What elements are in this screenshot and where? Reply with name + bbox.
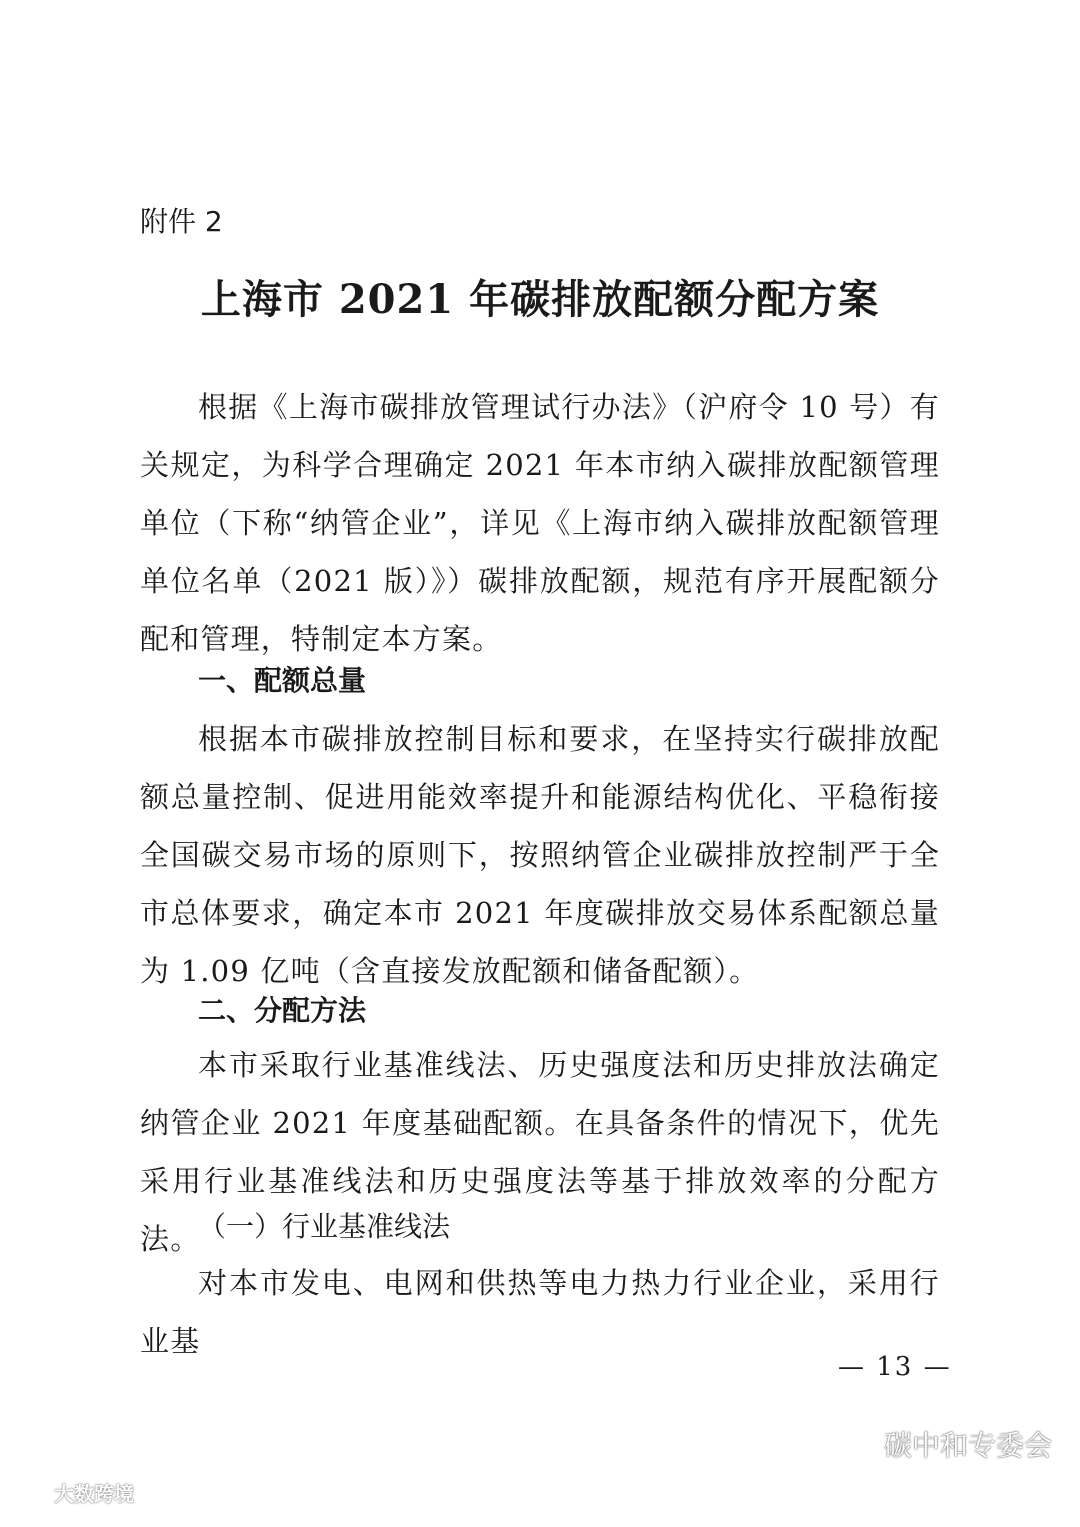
camera-icon bbox=[8, 1480, 48, 1506]
section-2-heading: 二、分配方法 bbox=[198, 994, 367, 1027]
account-watermark bbox=[838, 1424, 1052, 1464]
intro-paragraph: 根据《上海市碳排放管理试行办法》（沪府令 10 号）有关规定，为科学合理确定 2021 年本市纳入碳排放配额管理单位（下称“纳管企业”，详见《上海市纳入碳排放配额管理单位名单（2021 版）》）碳排放配额，规范有序开展配额分配和管理，特制定本方案。 bbox=[140, 390, 940, 656]
attachment-label: 附件 2 bbox=[140, 205, 223, 238]
source-watermark-text: 大数跨境 bbox=[54, 1482, 134, 1506]
wechat-icon bbox=[838, 1428, 876, 1460]
source-watermark bbox=[8, 1478, 134, 1507]
document-title: 上海市 2021 年碳排放配额分配方案 bbox=[200, 276, 880, 323]
subsection-heading: （一）行业基准线法 bbox=[198, 1210, 451, 1243]
account-watermark-text: 碳中和专委会 bbox=[884, 1429, 1053, 1462]
section-1-heading: 一、配额总量 bbox=[198, 664, 367, 697]
section-2-paragraph: 本市采取行业基准线法、历史强度法和历史排放法确定纳管企业 2021 年度基础配额。在具备条件的情况下，优先采用行业基准线法和历史强度法等基于排放效率的分配方法。 bbox=[140, 1048, 940, 1256]
section-1-paragraph: 根据本市碳排放控制目标和要求，在坚持实行碳排放配额总量控制、促进用能效率提升和能源结构优化、平稳衔接全国碳交易市场的原则下，按照纳管企业碳排放控制严于全市总体要求，确定本市 2021 年度碳排放交易体系配额总量为 1.09 亿吨（含直接发放配额和储备配额）。 bbox=[140, 722, 940, 988]
subsection-paragraph: 对本市发电、电网和供热等电力热力行业企业，采用行业基 bbox=[140, 1266, 940, 1358]
page-number: — 13 — bbox=[838, 1352, 952, 1382]
